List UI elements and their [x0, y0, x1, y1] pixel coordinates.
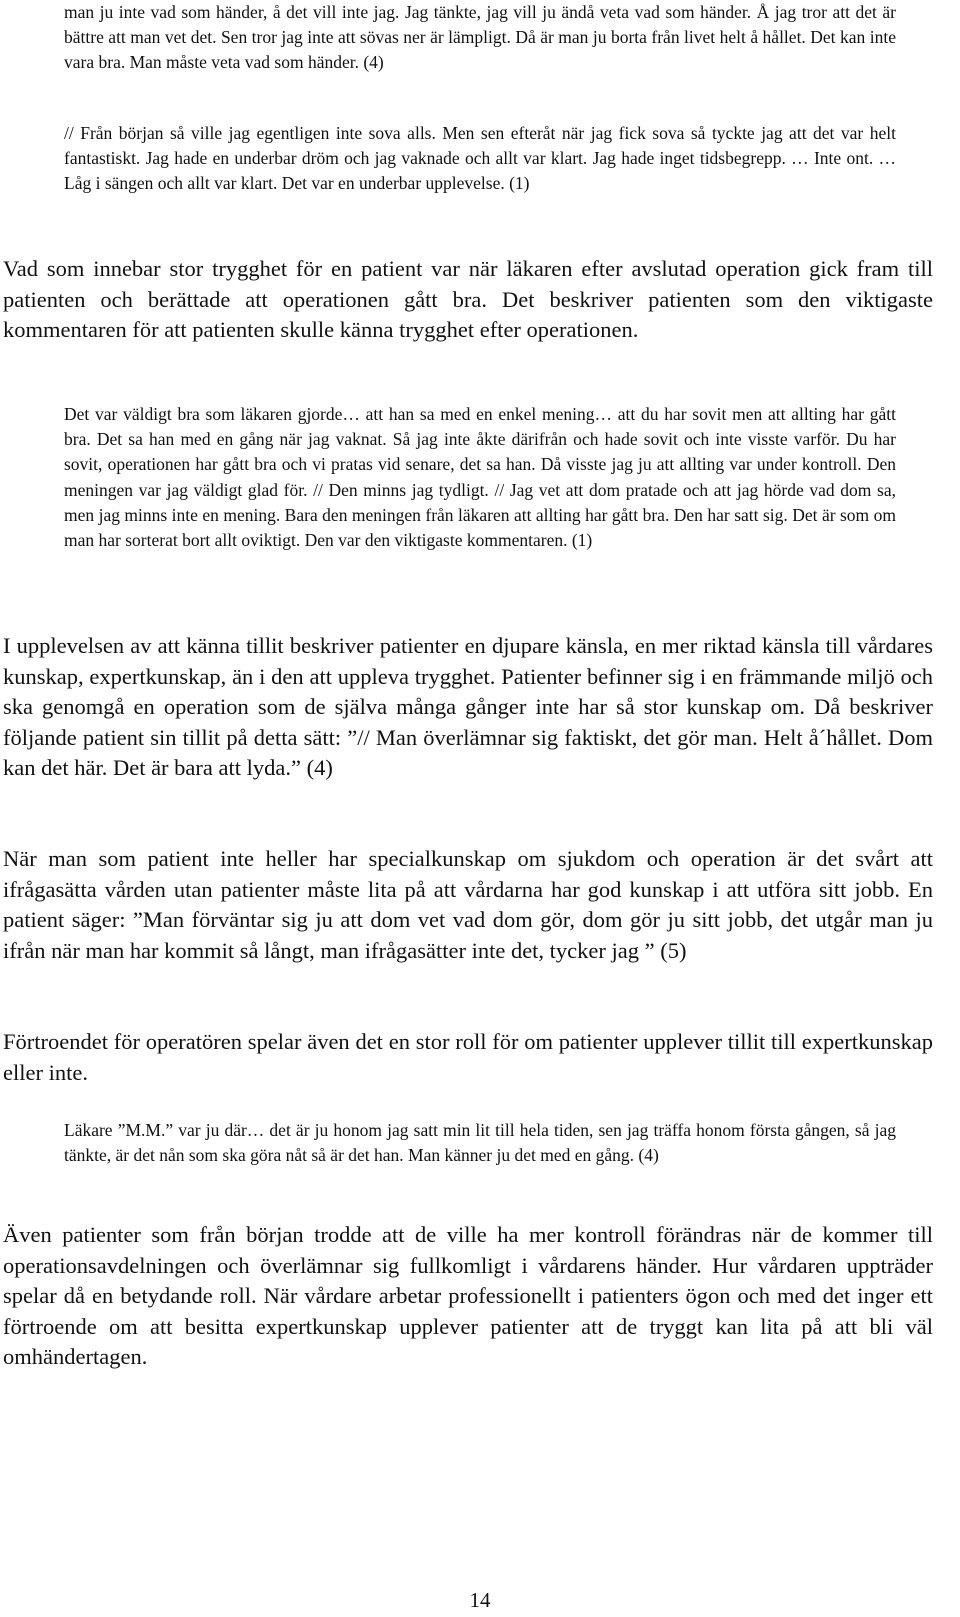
- interview-quote-2: // Från början så ville jag egentligen inte sova alls. Men sen efteråt när jag fick sova så tyckte jag att det var helt fantastiskt. Jag hade en underbar dröm och jag vaknade och allt var klart. Jag hade inget tidsbegrepp. … Inte ont. … Låg i sängen och allt var klart. Det var en underbar upplevelse. (1): [64, 123, 896, 194]
- interview-quote-4: Läkare ”M.M.” var ju där… det är ju honom jag satt min lit till hela tiden, sen jag träffa honom första gången, så jag tänkte, är det nån som ska göra nåt så är det han. Man känner ju det med en gång. (4): [64, 1120, 896, 1166]
- interview-quote-3: Det var väldigt bra som läkaren gjorde… att han sa med en enkel mening… att du har sovit men att allting har gått bra. Det sa han med en gång när jag vaknat. Så jag inte åkte därifrån och hade sovit och inte visste varför. Du har sovit, operationen har gått bra och vi pratas vid senare, det sa han. Då visste jag ju att allting var under kontroll. Den meningen var jag väldigt glad för. // Den minns jag tydligt. // Jag vet att dom pratade och att jag hörde vad dom sa, men jag minns inte en mening. Bara den meningen från läkaren att allting har gått bra. Den har satt sig. Det är som om man har sorterat bort allt oviktigt. Den var den viktigaste kommentaren. (1): [64, 404, 896, 551]
- body-paragraph-5: Även patienter som från början trodde att de ville ha mer kontroll förändras när de kommer till operationsavdelningen och överlämnar sig fullkomligt i vårdarens händer. Hur vårdaren uppträder spelar då en betydande roll. När vårdare arbetar professionellt i patienters ögon och med det inger ett förtroende om att besitta expertkunskap upplever patienter att de tryggt kan lita på att bli väl omhändertagen.: [3, 1222, 933, 1369]
- interview-quote-1: man ju inte vad som händer, å det vill inte jag. Jag tänkte, jag vill ju ändå veta vad som händer. Å jag tror att det är bättre att man vet det. Sen tror jag inte att sövas ner är lämpligt. Då är man ju borta från livet helt å hållet. Det kan inte vara bra. Man måste veta vad som händer. (4): [64, 2, 896, 73]
- body-paragraph-1: Vad som innebar stor trygghet för en patient var när läkaren efter avslutad operation gick fram till patienten och berättade att operationen gått bra. Det beskriver patienten som den viktigaste kommentaren för att patienten skulle känna trygghet efter operationen.: [3, 256, 933, 342]
- page-number: 14: [469, 1588, 491, 1612]
- body-paragraph-4: Förtroendet för operatören spelar även det en stor roll för om patienter upplever tillit till expertkunskap eller inte.: [3, 1029, 933, 1085]
- body-paragraph-3: När man som patient inte heller har specialkunskap om sjukdom och operation är det svårt att ifrågasätta vården utan patienter måste lita på att vårdarna har god kunskap i att utföra sitt jobb. En patient säger: ”Man förväntar sig ju att dom vet vad dom gör, dom gör ju sitt jobb, det utgår man ju ifrån när man har kommit så långt, man ifrågasätter inte det, tycker jag ” (5): [3, 846, 933, 963]
- body-paragraph-2: I upplevelsen av att känna tillit beskriver patienter en djupare känsla, en mer riktad känsla till vårdares kunskap, expertkunskap, än i den att uppleva trygghet. Patienter befinner sig i en främmande miljö och ska genomgå en operation som de själva många gånger inte har så stor kunskap om. Då beskriver följande patient sin tillit på detta sätt: ”// Man överlämnar sig faktiskt, det gör man. Helt å´hållet. Dom kan det här. Det är bara att lyda.” (4): [3, 633, 933, 780]
